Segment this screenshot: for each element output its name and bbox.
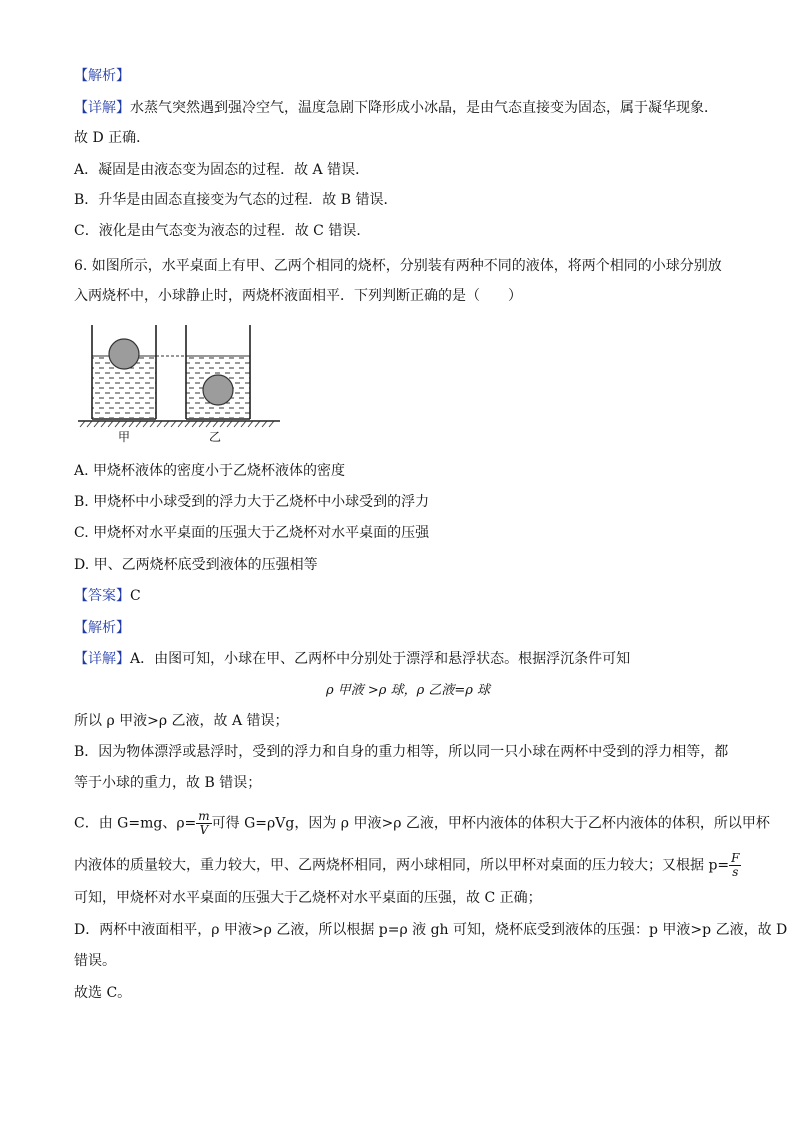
- figure-label-yi: 乙: [209, 430, 222, 444]
- c-line-2: 内液体的质量较大，重力较大，甲、乙两烧杯相同，两小球相同，所以甲杯对桌面的压力较大；又根据 p= $\frac{F}{s}$: [74, 851, 740, 879]
- formula-center: ρ 甲液 >ρ 球，ρ 乙液=ρ 球: [326, 683, 491, 698]
- d-line-2: 错误。: [74, 953, 116, 969]
- fraction-m-over-v: $\frac{m}{V}$: [198, 809, 210, 837]
- b-line-2: 等于小球的重力，故 B 错误；: [74, 775, 262, 791]
- ball-jia: [109, 339, 139, 369]
- fraction-f-over-s: $\frac{F}{s}$: [731, 851, 740, 879]
- so-a-line: 所以 ρ 甲液>ρ 乙液，故 A 错误；: [74, 713, 289, 729]
- explain-option-c: C．液化是由气态变为液态的过程．故 C 错误．: [74, 223, 371, 239]
- detail-a-line: 【详解】A．由图可知，小球在甲、乙两杯中分别处于漂浮和悬浮状态。根据浮沉条件可知: [74, 651, 631, 667]
- question-stem-line-1: 6. 如图所示，水平桌面上有甲、乙两个相同的烧杯，分别装有两种不同的液体，将两个相同的小球分别放: [74, 258, 722, 274]
- detail-label-2: 【详解】: [74, 651, 130, 667]
- detail-line-1: 【详解】水蒸气突然遇到强冷空气，温度急剧下降形成小冰晶，是由气态直接变为固态，属于凝华现象．: [74, 100, 718, 116]
- explain-option-b: B．升华是由固态直接变为气态的过程．故 B 错误．: [74, 192, 398, 208]
- detail-line-2: 故 D 正确．: [74, 130, 151, 146]
- conclusion-line: 故选 C。: [74, 985, 132, 1001]
- ball-yi: [203, 375, 233, 405]
- d-line-1: D．两杯中液面相平，ρ 甲液>ρ 乙液，所以根据 p=ρ 液 gh 可知，烧杯底受到液体的压强：p 甲液>p 乙液，故 D: [74, 922, 788, 938]
- option-a: A. 甲烧杯液体的密度小于乙烧杯液体的密度: [74, 463, 346, 479]
- answer-label: 【答案】: [74, 588, 130, 604]
- figure-label-jia: 甲: [118, 430, 131, 444]
- detail-label-1: 【详解】: [74, 100, 130, 116]
- b-line-1: B．因为物体漂浮或悬浮时，受到的浮力和自身的重力相等，所以同一只小球在两杯中受到的浮力相等，都: [74, 744, 729, 760]
- answer-line: [74, 586, 141, 606]
- answer-value: C: [130, 588, 141, 604]
- jiexi-heading-2: 【解析】: [74, 620, 130, 636]
- question-stem-line-2: 入两烧杯中，小球静止时，两烧杯液面相平．下列判断正确的是（ ）: [74, 288, 522, 304]
- option-c: C. 甲烧杯对水平桌面的压强大于乙烧杯对水平桌面的压强: [74, 525, 430, 541]
- beaker-figure: [74, 320, 284, 446]
- explain-option-a: A．凝固是由液态变为固态的过程．故 A 错误．: [74, 162, 370, 178]
- c-line-3: 可知，甲烧杯对水平桌面的压强大于乙烧杯对水平桌面的压强，故 C 正确；: [74, 890, 542, 906]
- c-line-1: C．由 G=mg、ρ= $\frac{m}{V}$ 可得 G=ρVg，因为 ρ 甲液>ρ 乙液，甲杯内液体的体积大于乙杯内液体的体积，所以甲杯: [74, 809, 770, 837]
- option-b: B. 甲烧杯中小球受到的浮力大于乙烧杯中小球受到的浮力: [74, 494, 430, 510]
- jiexi-heading-1: 【解析】: [74, 68, 130, 84]
- option-d: D. 甲、乙两烧杯底受到液体的压强相等: [74, 557, 318, 573]
